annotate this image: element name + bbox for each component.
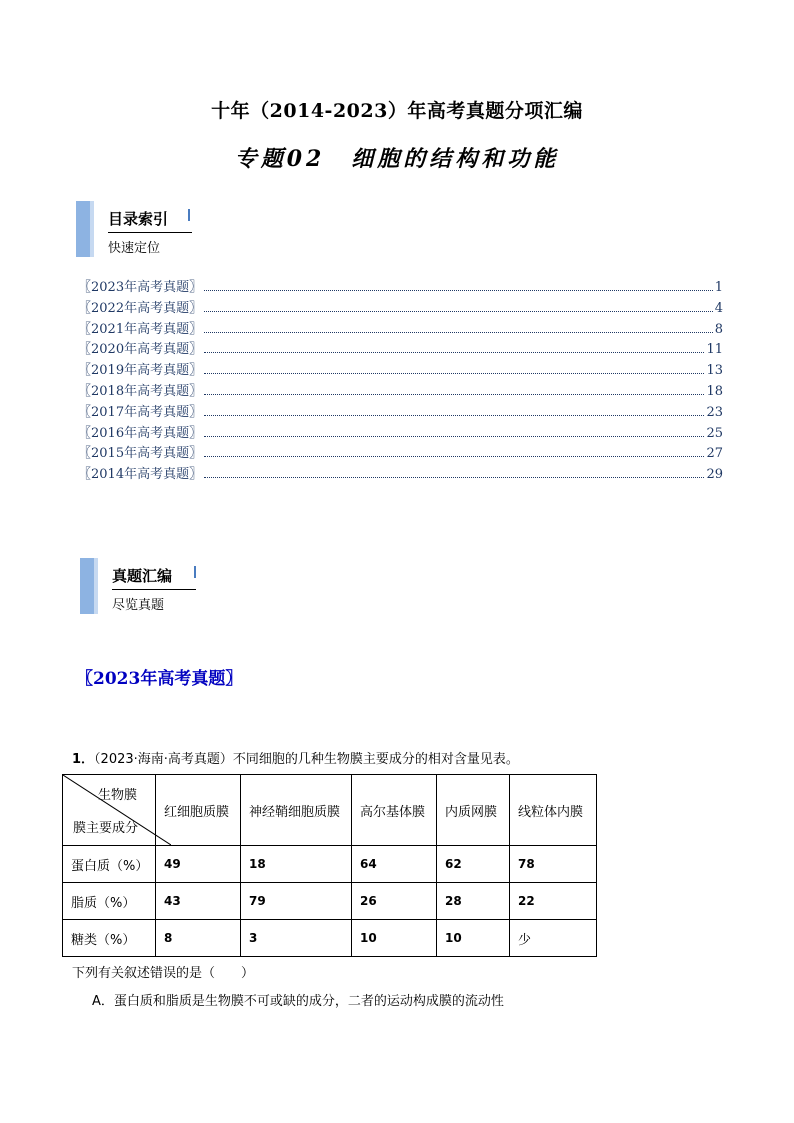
questions-section-title: 真题汇编 <box>112 567 173 585</box>
table-cell: 79 <box>241 883 352 920</box>
table-cell: 43 <box>156 883 241 920</box>
diagonal-header-cell <box>63 775 156 846</box>
cursor-mark-icon <box>188 209 190 221</box>
table-row <box>63 883 597 920</box>
toc-entry-label: 〖2019年高考真题〗 <box>78 363 203 379</box>
column-header: 内质网膜 <box>437 775 510 846</box>
year-heading: 〖2023年高考真题〗 <box>76 669 243 689</box>
row-header: 糖类（%） <box>63 920 156 957</box>
toc-leader-dots <box>204 290 713 291</box>
toc-entry[interactable] <box>78 382 723 403</box>
toc-entry-label: 〖2018年高考真题〗 <box>78 383 203 399</box>
column-header: 红细胞质膜 <box>156 775 241 846</box>
toc-entry[interactable] <box>78 361 723 382</box>
toc-entry-label: 〖2014年高考真题〗 <box>78 467 203 483</box>
toc-entry-page: 4 <box>714 300 723 316</box>
toc-entry-page: 18 <box>706 383 723 399</box>
section-underline <box>108 232 192 233</box>
toc-entry-page: 13 <box>706 363 723 379</box>
table-cell: 8 <box>156 920 241 957</box>
toc-leader-dots <box>204 477 704 478</box>
toc-leader-dots <box>204 352 704 353</box>
toc-entry-label: 〖2017年高考真题〗 <box>78 404 203 420</box>
table-cell: 62 <box>437 846 510 883</box>
table-cell: 18 <box>241 846 352 883</box>
table-of-contents <box>78 278 723 486</box>
table-header-row <box>63 775 597 846</box>
toc-entry-label: 〖2022年高考真题〗 <box>78 300 203 316</box>
cursor-mark-icon <box>194 566 196 578</box>
toc-entry-page: 25 <box>706 425 723 441</box>
section-accent-bar-light <box>90 201 94 257</box>
table-row <box>63 846 597 883</box>
toc-entry-page: 8 <box>714 321 723 337</box>
toc-entry[interactable] <box>78 465 723 486</box>
toc-leader-dots <box>204 394 704 395</box>
table-cell: 64 <box>352 846 437 883</box>
toc-entry[interactable] <box>78 403 723 424</box>
table-row <box>63 920 597 957</box>
toc-leader-dots <box>204 436 704 437</box>
question-source: （2023·海南·高考真题） <box>94 752 233 767</box>
table-cell: 22 <box>510 883 597 920</box>
corner-top-label: 生物膜 <box>97 788 137 803</box>
toc-entry-page: 29 <box>706 467 723 483</box>
option-a[interactable]: A．蛋白质和脂质是生物膜不可或缺的成分，二者的运动构成膜的流动性 <box>92 994 504 1009</box>
toc-leader-dots <box>204 311 713 312</box>
table-cell: 26 <box>352 883 437 920</box>
table-cell: 28 <box>437 883 510 920</box>
table-cell: 78 <box>510 846 597 883</box>
questions-section-subtitle: 尽览真题 <box>112 598 165 613</box>
toc-entry-label: 〖2015年高考真题〗 <box>78 446 203 462</box>
toc-entry-label: 〖2020年高考真题〗 <box>78 342 203 358</box>
toc-leader-dots <box>204 332 713 333</box>
toc-entry[interactable] <box>78 340 723 361</box>
table-cell: 少 <box>510 920 597 957</box>
section-underline <box>112 589 196 590</box>
table-cell: 10 <box>352 920 437 957</box>
row-header: 蛋白质（%） <box>63 846 156 883</box>
column-header: 线粒体内膜 <box>510 775 597 846</box>
section-accent-bar <box>80 558 94 614</box>
toc-entry-page: 1 <box>714 280 723 295</box>
question-text: 不同细胞的几种生物膜主要成分的相对含量见表。 <box>232 752 519 767</box>
toc-leader-dots <box>204 373 704 374</box>
question-stem <box>72 748 519 767</box>
toc-entry[interactable] <box>78 299 723 320</box>
document-title: 十年（2014-2023）年高考真题分项汇编 <box>211 100 583 122</box>
section-accent-bar <box>76 201 90 257</box>
membrane-composition-table <box>62 774 597 957</box>
section-accent-bar-light <box>94 558 98 614</box>
table-cell: 10 <box>437 920 510 957</box>
toc-entry-label: 〖2016年高考真题〗 <box>78 425 203 441</box>
row-header: 脂质（%） <box>63 883 156 920</box>
toc-leader-dots <box>204 456 704 457</box>
corner-bottom-label: 膜主要成分 <box>73 821 139 836</box>
toc-entry[interactable] <box>78 444 723 465</box>
toc-entry-label: 〖2021年高考真题〗 <box>78 321 203 337</box>
table-cell: 3 <box>241 920 352 957</box>
question-number: 1． <box>72 752 95 767</box>
toc-entry-label: 〖2023年高考真题〗 <box>78 280 203 295</box>
topic-title: 专题02 细胞的结构和功能 <box>234 146 560 172</box>
question-prompt: 下列有关叙述错误的是（ ） <box>72 966 255 981</box>
toc-entry[interactable] <box>78 424 723 445</box>
toc-entry-page: 27 <box>706 446 723 462</box>
toc-entry[interactable] <box>78 320 723 341</box>
table-cell: 49 <box>156 846 241 883</box>
toc-entry-page: 11 <box>706 342 723 358</box>
toc-leader-dots <box>204 415 704 416</box>
column-header: 高尔基体膜 <box>352 775 437 846</box>
toc-section-subtitle: 快速定位 <box>108 241 161 256</box>
toc-entry[interactable] <box>78 278 723 299</box>
column-header: 神经鞘细胞质膜 <box>241 775 352 846</box>
toc-section-title: 目录索引 <box>108 210 169 228</box>
toc-entry-page: 23 <box>706 404 723 420</box>
